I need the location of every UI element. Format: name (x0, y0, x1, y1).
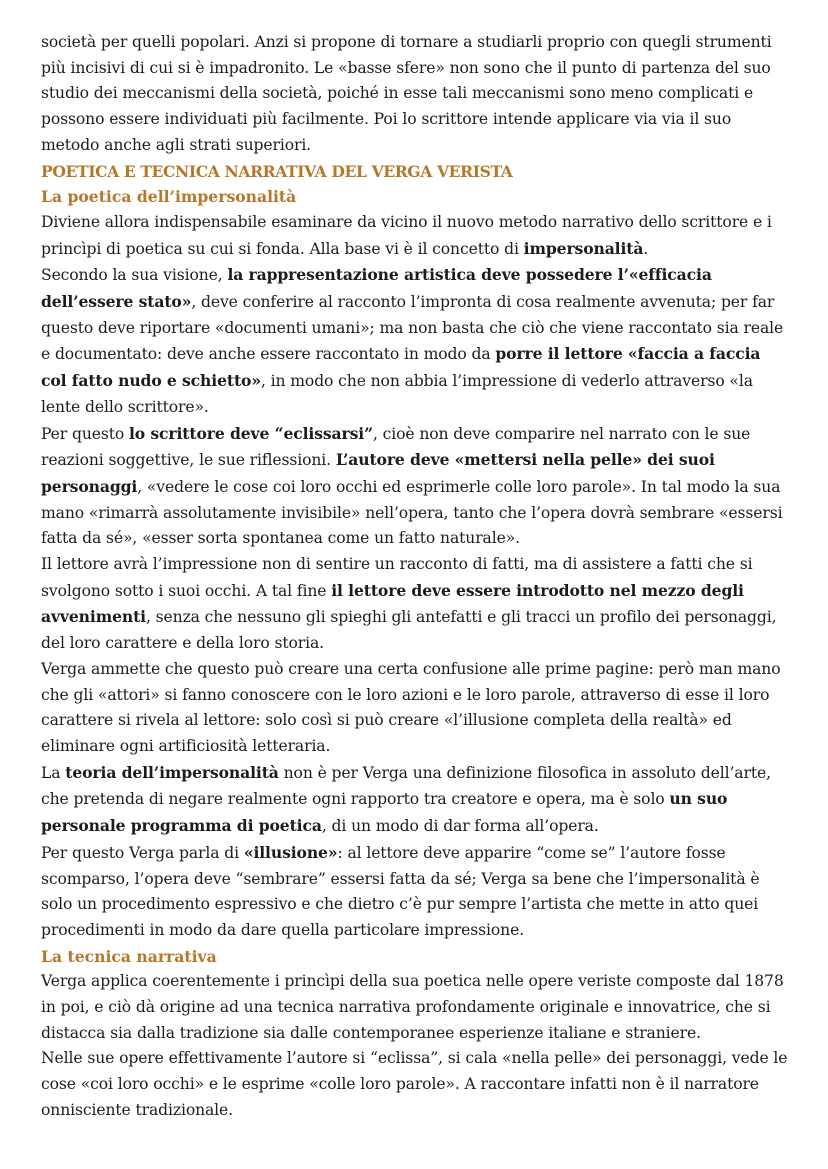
paragraph-tecnica-1: Verga applica coerentemente i princìpi della sua poetica nelle opere veriste composte dal 1878 in poi, e ciò dà origine ad una tecnica narrativa profondamente originale e innovatrice, che si distacca sia dalla tradizione sia dalle contemporanee esperienze italiane e straniere. (41, 972, 784, 1042)
bold-pelle: L’autore deve «mettersi nella pelle» dei suoi personaggi (41, 450, 715, 496)
paragraph-impersonalita-4: Il lettore avrà l’impressione non di sentire un racconto di fatti, ma di assistere a fatti che si svolgono sotto i suoi occhi. A tal fine il lettore deve essere introdotto nel mezzo degli avvenimenti, senza che nessuno gli spieghi gli antefatti e gli tracci un profilo dei personaggi, del loro carattere e della loro storia. (41, 555, 777, 653)
paragraph-impersonalita-3: Per questo lo scrittore deve “eclissarsi”, cioè non deve comparire nel narrato con le sue reazioni soggettive, le sue riflessioni. L’autore deve «mettersi nella pelle» dei suoi personaggi, «vedere le cose coi loro occhi ed esprimerle colle loro parole». In tal modo la sua mano «rimarrà assolutamente invisibile» nell’opera, tanto che l’opera dovrà sembrare «essersi fatta da sé», «esser sorta spontanea come un fatto naturale». (41, 423, 783, 548)
paragraph-impersonalita-1: Diviene allora indispensabile esaminare da vicino il nuovo metodo narrativo dello scrittore e i princìpi di poetica su cui si fonda. Alla base vi è il concetto di impersonalità. (41, 212, 772, 258)
heading-impersonalita: La poetica dell’impersonalità (41, 187, 297, 207)
heading-tecnica: La tecnica narrativa (41, 946, 217, 966)
bold-lettore-introdotto: il lettore deve essere introdotto nel mezzo degli avvenimenti (41, 580, 744, 627)
bold-eclissarsi: lo scrittore deve “eclissarsi” (128, 423, 373, 443)
paragraph-impersonalita-7: Per questo Verga parla di «illusione»: al lettore deve apparire “come se” l’autore fosse scomparso, l’opera deve “sembrare” essersi fatta da sé; Verga sa bene che l’impersonalità è solo un procedimento espressivo e che dietro c’è pur sempre l’artista che mette in atto quei procedimenti in modo da dare quella particolare impressione. (41, 842, 760, 939)
bold-impersonalita: impersonalità (523, 238, 644, 258)
paragraph-tecnica-2: Nelle sue opere effettivamente l’autore si “eclissa”, si cala «nella pelle» dei personaggi, vede le cose «coi loro occhi» e le esprime «colle loro parole». A raccontare infatti non è il narratore onnisciente tradizionale. (41, 1049, 788, 1119)
bold-porre-lettore: porre il lettore «faccia a faccia col fatto nudo e schietto» (41, 344, 761, 391)
bold-programma: un suo personale programma di poetica (41, 789, 728, 836)
bold-teoria: teoria dell’impersonalità (65, 762, 279, 782)
intro-paragraph: società per quelli popolari. Anzi si propone di tornare a studiarli proprio con quegli strumenti più incisivi di cui si è impadronito. Le «basse sfere» non sono che il punto di partenza del suo studio dei meccanismi della società, poiché in esse tali meccanismi sono meno complicati e possono essere individuati più facilmente. Poi lo scrittore intende applicare via via il suo metodo anche agli strati superiori. (41, 33, 772, 154)
section-title: POETICA E TECNICA NARRATIVA DEL VERGA VERISTA (41, 161, 513, 181)
paragraph-impersonalita-2: Secondo la sua visione, la rappresentazione artistica deve possedere l’«efficacia dell’essere stato», deve conferire al racconto l’impronta di cosa realmente avvenuta; per far questo deve riportare «documenti umani»; ma non basta che ciò che viene raccontato sia reale e documentato: deve anche essere raccontato in modo da porre il lettore «faccia a faccia col fatto nudo e schietto», in modo che non abbia l’impressione di vederlo attraverso «la lente dello scrittore». (41, 265, 784, 416)
paragraph-impersonalita-6: La teoria dell’impersonalità non è per Verga una definizione filosofica in assoluto dell’arte, che pretenda di negare realmente ogni rapporto tra creatore e opera, ma è solo un suo personale programma di poetica, di un modo di dar forma all’opera. (41, 762, 771, 836)
bold-illusione: «illusione» (243, 842, 338, 862)
bold-rappresentazione: la rappresentazione artistica deve possedere l’«efficacia dell’essere stato» (41, 265, 712, 312)
paragraph-impersonalita-5: Verga ammette che questo può creare una certa confusione alle prime pagine: però man mano che gli «attori» si fanno conoscere con le loro azioni e le loro parole, attraverso di esse il loro carattere si rivela al lettore: solo così si può creare «l’illusione completa della realtà» ed eliminare ogni artificiosità letteraria. (41, 659, 781, 755)
